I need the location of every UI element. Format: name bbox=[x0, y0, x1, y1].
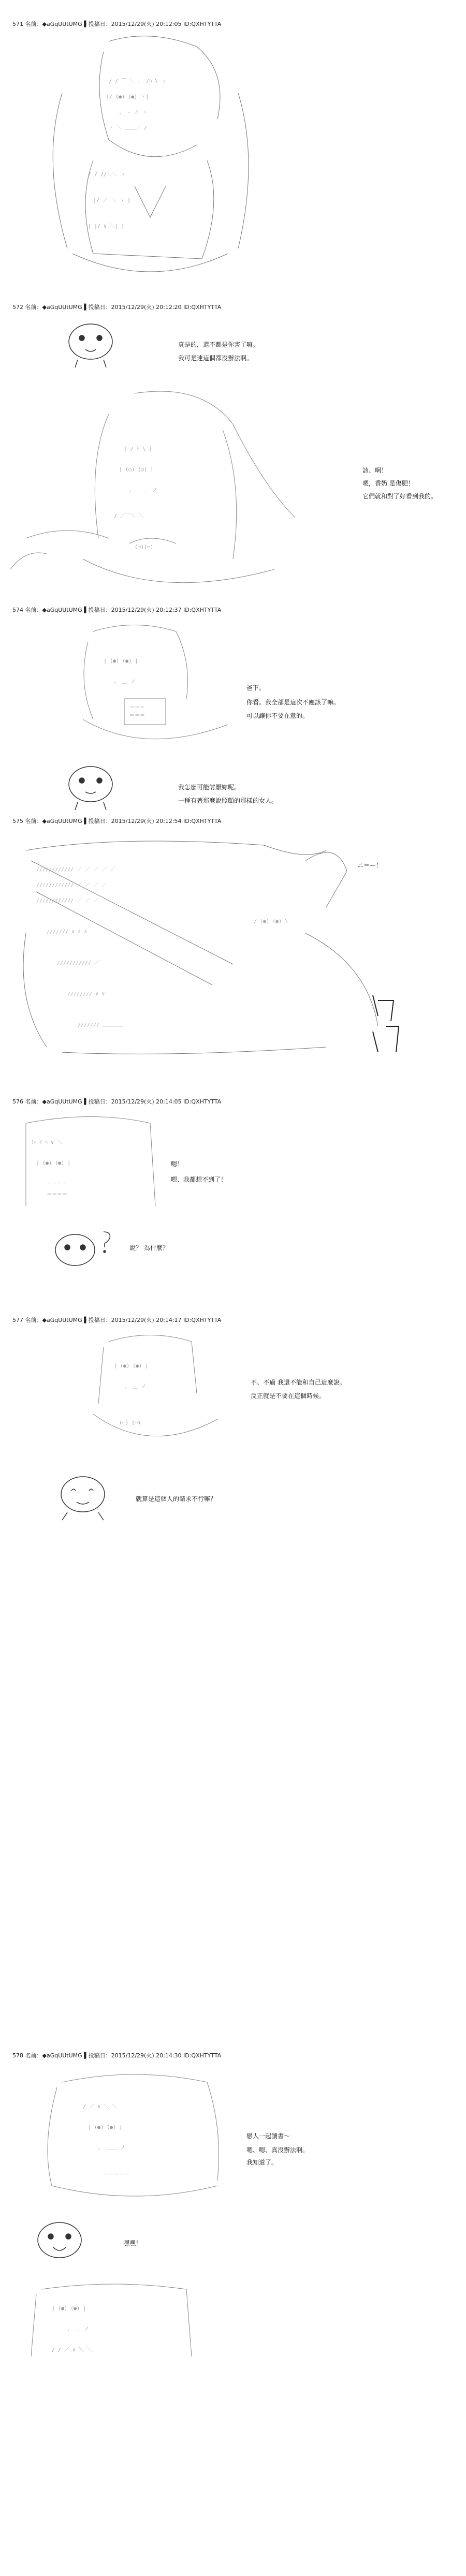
svg-text:/ ／￣＼ ＼: / ／￣＼ ＼ bbox=[114, 513, 144, 519]
ascii-art-small-face-question bbox=[47, 1227, 119, 1273]
svg-text:＝＝＝＝＝: ＝＝＝＝＝ bbox=[104, 2171, 129, 2177]
ascii-art-girl-blushing bbox=[16, 1113, 171, 1216]
svg-text:、 ＿＿ ノ: 、 ＿＿ ノ bbox=[98, 2145, 126, 2151]
svg-text://////////// ／ ／ ／: //////////// ／ ／ ／ bbox=[36, 898, 99, 904]
ascii-art-girl-seated bbox=[62, 621, 238, 756]
svg-text:ヽ ＼ ＿＿／ /: ヽ ＼ ＿＿／ / bbox=[109, 125, 148, 131]
svg-text:| |/ ∨ ＼| |: | |/ ∨ ＼| | bbox=[88, 224, 125, 229]
ascii-art-small-face bbox=[31, 2217, 88, 2269]
svg-text:| (●) (●) |: | (●) (●) | bbox=[104, 658, 138, 664]
svg-text://////////// ／ ／ ／ ／: //////////// ／ ／ ／ ／ bbox=[36, 882, 107, 888]
post-header: 571 名前：◆aGqUUtUMG ▌投稿日：2015/12/29(火) 20:12:05 ID:QXHTYTTA bbox=[12, 21, 222, 27]
svg-text:、 ＿ ノ: 、 ＿ ノ bbox=[67, 2327, 90, 2332]
svg-text:(⌒)(⌒): (⌒)(⌒) bbox=[135, 544, 154, 550]
svg-text:| (●) (●) |: | (●) (●) | bbox=[114, 1363, 149, 1369]
dialogue-line: 該、啊！ bbox=[362, 467, 388, 474]
dialogue-line: 就算是這個人的請求不行嘛？ bbox=[136, 1495, 217, 1503]
svg-text:、 ‐ ノ ヽ: 、 ‐ ノ ヽ bbox=[119, 110, 148, 115]
post-header: 574 名前：◆aGqUUtUMG ▌投稿日：2015/12/29(火) 20:12:37 ID:QXHTYTTA bbox=[12, 607, 222, 613]
dialogue-line: 我怎麼可能討厭妳呢。 bbox=[178, 784, 241, 791]
dialogue-line: 嗯、我都想不到了！ bbox=[171, 1176, 227, 1183]
dialogue-line: 我知道了。 bbox=[246, 2159, 278, 2166]
dialogue-line: 嘿嘿！ bbox=[123, 2240, 142, 2247]
post-header: 578 名前：◆aGqUUtUMG ▌投稿日：2015/12/29(火) 20:14:30 ID:QXHTYTTA bbox=[12, 2052, 222, 2059]
dialogue-line: 它們就和對了好看到我的。 bbox=[362, 493, 438, 500]
dialogue-line: 真是的，還不都是你害了嘛。 bbox=[178, 341, 259, 348]
svg-text:| (●) (●) |: | (●) (●) | bbox=[36, 1160, 71, 1166]
ascii-art-girl-bottom bbox=[21, 2279, 207, 2362]
dialogue-line: 爸下。 bbox=[246, 684, 266, 691]
svg-text:/ / ￣ ＼ 、 /ﾊ \ ヽ: / / ￣ ＼ 、 /ﾊ \ ヽ bbox=[109, 79, 167, 84]
dialogue-line: 你看。我全部是這次不應該了嘛。 bbox=[246, 699, 340, 706]
svg-text:(⌒) (⌒): (⌒) (⌒) bbox=[119, 1420, 141, 1426]
svg-text://////////// ／ ／ ／ ／ ／: //////////// ／ ／ ／ ／ ／ bbox=[36, 867, 115, 873]
svg-text:＝＝＝: ＝＝＝ bbox=[129, 713, 145, 718]
svg-text:/ / //＼＼ ヽ: / / //＼＼ ヽ bbox=[88, 172, 126, 178]
post-header: 575 名前：◆aGqUUtUMG ▌投稿日：2015/12/29(火) 20:12:54 ID:QXHTYTTA bbox=[12, 818, 222, 825]
svg-text:、 ＿ ノ: 、 ＿ ノ bbox=[114, 679, 136, 685]
svg-text:| / ﾄ \ |: | / ﾄ \ | bbox=[124, 446, 152, 452]
svg-text:|/ (●) (●) ヽ|: |/ (●) (●) ヽ| bbox=[106, 94, 149, 100]
post-header: 572 名前：◆aGqUUtUMG ▌投稿日：2015/12/29(火) 20:12:20 ID:QXHTYTTA bbox=[12, 304, 222, 311]
svg-text:＝＝＝＝: ＝＝＝＝ bbox=[47, 1181, 67, 1187]
dialogue-line: 不、不過 我還不能和自己這麼說。 bbox=[251, 1379, 346, 1386]
svg-text:＝＝＝: ＝＝＝ bbox=[129, 705, 145, 711]
svg-text://////// ∨ ∨: //////// ∨ ∨ bbox=[67, 991, 105, 997]
svg-text:/ ／ ∧ ＼ ＼: / ／ ∧ ＼ ＼ bbox=[83, 2104, 118, 2110]
dialogue-line: 我可是連這個都沒辦法啊。 bbox=[178, 355, 253, 362]
dialogue-line: ニ＝ー！ bbox=[357, 862, 383, 869]
svg-text:| (●) (●) |: | (●) (●) | bbox=[52, 2306, 86, 2312]
ascii-art-small-face bbox=[62, 318, 119, 370]
svg-text:レ ｲ ﾍ ∨ ＼: レ ｲ ﾍ ∨ ＼ bbox=[31, 1140, 63, 1145]
svg-text:、 ＿ ノ: 、 ＿ ノ bbox=[124, 1384, 147, 1390]
svg-text://///////// ／: /////////// ／ bbox=[57, 960, 100, 966]
dialogue-line: 嗯！ bbox=[171, 1160, 184, 1168]
svg-text:| (○) (○) |: | (○) (○) | bbox=[119, 467, 154, 473]
dialogue-line: 嗯、嗯、真沒辦法啊。 bbox=[246, 2146, 309, 2154]
svg-text:| (●) (●) |: | (●) (●) | bbox=[88, 2125, 123, 2130]
dialogue-line: 說？ 為什麼？ bbox=[129, 1244, 169, 1252]
svg-text://///// ∧ ∧ ∧: /////// ∧ ∧ ∧ bbox=[47, 929, 88, 935]
post-header: 576 名前：◆aGqUUtUMG ▌投稿日：2015/12/29(火) 20:14:05 ID:QXHTYTTA bbox=[12, 1098, 222, 1105]
dialogue-line: 戀人一起讀書～ bbox=[246, 2132, 290, 2140]
ascii-art-girl-embarrassed bbox=[72, 1331, 228, 1455]
dialogue-line: 反正就是不要在這個時候。 bbox=[251, 1392, 326, 1400]
ascii-art-small-face bbox=[52, 1471, 114, 1523]
svg-text:、__ ＿ ノ: 、__ ＿ ノ bbox=[129, 488, 158, 493]
svg-text://///// ＿＿＿＿: /////// ＿＿＿＿ bbox=[78, 1022, 124, 1028]
ascii-art-girl-hugging bbox=[31, 31, 269, 300]
ascii-art-girl-happy bbox=[31, 2067, 238, 2201]
svg-text:|/ ／ ＼ ヽ |: |/ ／ ＼ ヽ | bbox=[93, 198, 131, 203]
svg-text:/ (●) (●) \: / (●) (●) \ bbox=[254, 919, 288, 924]
ascii-art-small-face bbox=[62, 761, 119, 813]
dialogue-line: 一種有著那麼說照顧的那樣的女人。 bbox=[178, 797, 278, 804]
svg-text:/ / ／ ∧ ＼ ＼: / / ／ ∧ ＼ ＼ bbox=[52, 2347, 93, 2353]
dialogue-line: 可以讓你不要在意的。 bbox=[246, 712, 309, 719]
dialogue-line: 嗯，香奶 是傷肥！ bbox=[362, 480, 414, 487]
svg-text:＝＝＝＝: ＝＝＝＝ bbox=[47, 1191, 67, 1197]
post-header: 577 名前：◆aGqUUtUMG ▌投稿日：2015/12/29(火) 20:14:17 ID:QXHTYTTA bbox=[12, 1317, 222, 1323]
ascii-art-girl-long-hair bbox=[5, 383, 305, 600]
